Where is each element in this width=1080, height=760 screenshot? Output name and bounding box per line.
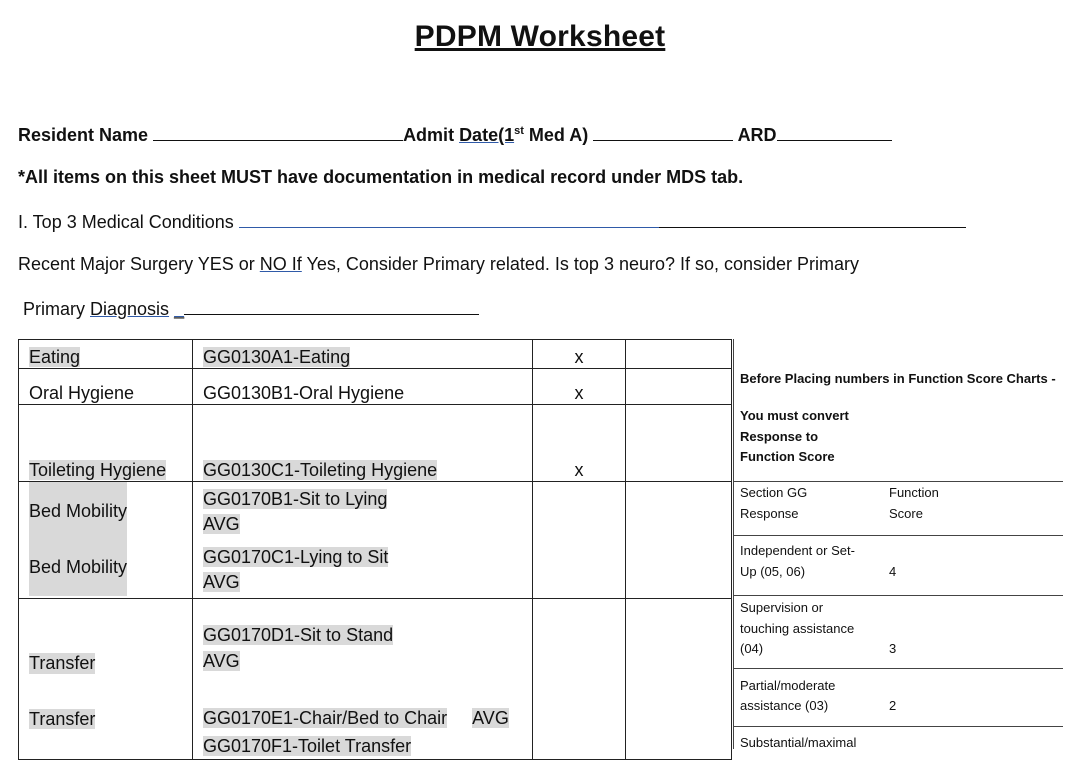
primary-diagnosis-link: Diagnosis	[90, 299, 170, 319]
score-cell[interactable]	[626, 405, 732, 482]
surgery-text-b: Yes, Consider Primary related. Is top 3 neuro? If so, consider Primary	[301, 254, 860, 274]
side-item-line: Independent or Set-	[740, 543, 855, 558]
side-item-line: (04)	[740, 641, 764, 656]
category-cell	[19, 599, 193, 760]
side-divider	[733, 535, 1063, 536]
item-label: GG0170F1-Toilet Transfer	[203, 736, 412, 756]
page-title: PDPM Worksheet	[414, 20, 666, 53]
table-row	[19, 599, 732, 760]
avg-label: AVG	[203, 651, 240, 671]
primary-label: Primary	[23, 299, 90, 319]
item-cell	[193, 599, 533, 760]
surgery-text-a: Recent Major Surgery YES or	[18, 254, 260, 274]
category-label: Bed Mobility	[29, 482, 127, 540]
category-label: Transfer	[29, 709, 96, 729]
avg-label: AVG	[203, 572, 240, 592]
mark-cell: x	[533, 405, 626, 482]
table-row	[19, 482, 732, 599]
admit-date-sup: st	[514, 125, 524, 137]
conditions-field-b[interactable]	[659, 211, 966, 228]
item-label: GG0170C1-Lying to Sit	[203, 547, 389, 567]
side-item-line: Partial/moderate	[740, 678, 836, 693]
side-divider	[733, 595, 1063, 596]
resident-line	[18, 124, 892, 146]
avg-label: AVG	[472, 708, 509, 728]
item-label: GG0170B1-Sit to Lying	[203, 489, 388, 509]
category-label: Toileting Hygiene	[29, 460, 167, 480]
ard-field[interactable]	[777, 124, 892, 141]
category-cell	[19, 340, 193, 369]
side-col-b-1: Function	[889, 485, 939, 500]
side-convert-2: Response to	[740, 429, 819, 444]
side-heading: Before Placing numbers in Function Score Charts -	[740, 371, 1056, 386]
admit-date-label-b: Med A)	[523, 125, 589, 145]
admit-date-link: Date(1	[459, 125, 515, 145]
mark-cell: x	[533, 369, 626, 405]
conditions-line	[18, 211, 966, 233]
side-divider	[733, 668, 1063, 669]
function-table	[18, 339, 732, 760]
item-label: GG0130C1-Toileting Hygiene	[203, 460, 438, 480]
side-item-line: Substantial/maximal	[740, 735, 857, 750]
primary-blank-mark: _	[174, 299, 185, 319]
side-item-line: assistance (03)	[740, 698, 829, 713]
mark-cell	[533, 482, 626, 599]
side-item-line: touching assistance	[740, 621, 855, 636]
score-cell[interactable]	[626, 482, 732, 599]
conditions-label: I. Top 3 Medical Conditions	[18, 212, 234, 232]
category-cell	[19, 369, 193, 405]
mark-cell	[533, 599, 626, 760]
item-cell	[193, 340, 533, 369]
admit-date-label-a: Admit	[403, 125, 460, 145]
surgery-no-link: NO If	[259, 254, 302, 274]
item-label: GG0130B1-Oral Hygiene	[203, 383, 405, 403]
admit-date-field[interactable]	[593, 124, 733, 141]
side-convert-1: You must convert	[740, 408, 849, 423]
table-row	[19, 369, 732, 405]
side-item-score: 4	[889, 564, 897, 579]
item-cell	[193, 369, 533, 405]
score-cell[interactable]	[626, 369, 732, 405]
side-convert-3: Function Score	[740, 449, 835, 464]
surgery-line	[18, 254, 859, 275]
mark-cell: x	[533, 340, 626, 369]
item-label: GG0170E1-Chair/Bed to Chair	[203, 708, 448, 728]
resident-name-field[interactable]	[153, 124, 403, 141]
item-cell	[193, 482, 533, 599]
category-label: Eating	[29, 347, 81, 367]
conditions-field-a[interactable]	[239, 211, 659, 228]
side-divider	[733, 726, 1063, 727]
side-col-b-2: Score	[889, 506, 923, 521]
table-row	[19, 340, 732, 369]
category-label: Transfer	[29, 653, 96, 673]
side-panel-border	[733, 339, 734, 749]
side-item-score: 3	[889, 641, 897, 656]
category-cell	[19, 405, 193, 482]
primary-line	[23, 298, 479, 320]
item-cell	[193, 405, 533, 482]
side-col-a-2: Response	[740, 506, 799, 521]
side-item-score: 2	[889, 698, 897, 713]
resident-name-label: Resident Name	[18, 125, 149, 145]
side-item-line: Up (05, 06)	[740, 564, 806, 579]
score-cell[interactable]	[626, 340, 732, 369]
item-label: GG0170D1-Sit to Stand	[203, 625, 394, 645]
primary-diagnosis-field[interactable]	[184, 298, 479, 315]
avg-label: AVG	[203, 514, 240, 534]
ard-label: ARD	[737, 125, 777, 145]
notice: *All items on this sheet MUST have documentation in medical record under MDS tab.	[18, 167, 744, 187]
side-item-line: Supervision or	[740, 600, 824, 615]
score-cell[interactable]	[626, 599, 732, 760]
item-label: GG0130A1-Eating	[203, 347, 351, 367]
category-label: Bed Mobility	[29, 538, 127, 596]
category-label: Oral Hygiene	[29, 383, 135, 403]
table-row	[19, 405, 732, 482]
side-col-a-1: Section GG	[740, 485, 808, 500]
category-cell	[19, 482, 193, 599]
